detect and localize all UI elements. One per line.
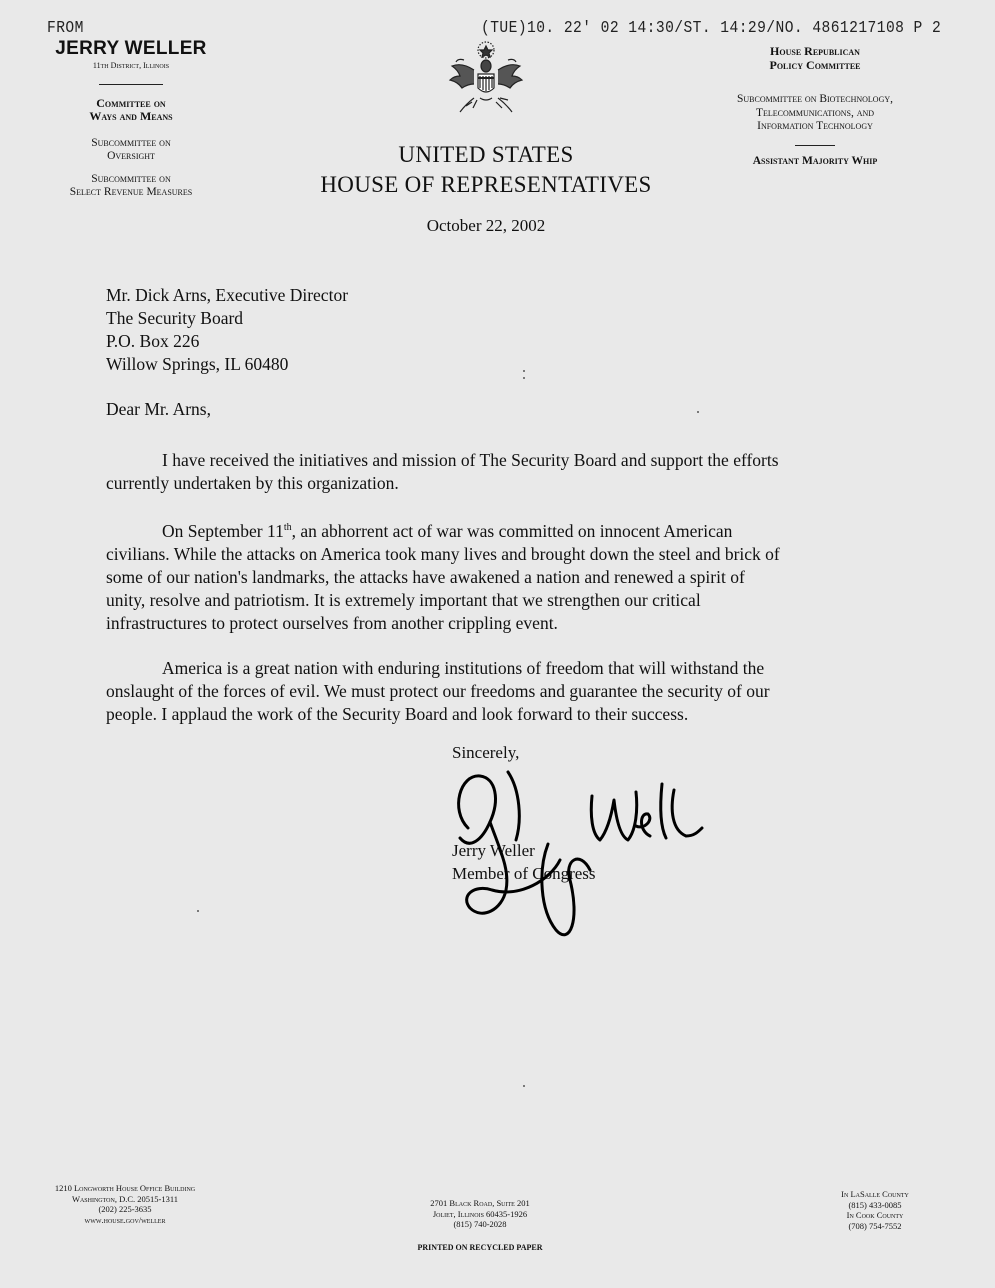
closing: Sincerely,	[452, 743, 520, 762]
paragraph-2: On September 11th, an abhorrent act of war was committed on innocent American civilians. While the attacks on America took many lives and brought down the steel and brick of some of our nation's landmarks, the attacks have awakened a nation and renewed a spirit of unity, resolve and patriotism. It is extremely important that we strengthen our critical infrastructures to protect ourselves from another crippling event.	[106, 520, 780, 633]
assistant-majority-whip: Assistant Majority Whip	[752, 154, 878, 167]
paragraph-1: I have received the initiatives and mission of The Security Board and support the efforts currently undertaken by this organization.	[106, 450, 779, 493]
subcommittee-biotech: Subcommittee on Biotechnology, Telecommunications, and Information Technology	[736, 93, 893, 132]
scan-speck	[197, 910, 199, 912]
subcommittee-select-revenue: Subcommittee on Select Revenue Measures	[69, 173, 193, 198]
handwritten-signature	[430, 760, 720, 960]
footer-dc-office: 1210 Longworth House Office Building Washington, D.C. 20515-1311 (202) 225-3635 www.house.gov/weller	[54, 1183, 196, 1225]
policy-committee: House Republican Policy Committee	[769, 44, 861, 72]
divider	[99, 84, 163, 85]
right-committees	[690, 44, 940, 167]
divider	[795, 145, 835, 146]
letter-date: October 22, 2002	[426, 216, 546, 235]
committee-ways-and-means: Committee on Ways and Means	[89, 96, 173, 123]
subcommittee-oversight: Subcommittee on Oversight	[91, 137, 171, 162]
letterhead-title: UNITED STATES HOUSE OF REPRESENTATIVES	[320, 142, 652, 197]
recycled-paper-notice: PRINTED ON RECYCLED PAPER	[417, 1243, 543, 1252]
signature-block: Jerry Weller Member of Congress	[452, 841, 596, 883]
member-district: 11th District, Illinois	[92, 61, 170, 70]
fax-from-label: FROM	[47, 19, 84, 38]
scan-speck	[523, 1085, 525, 1087]
scan-speck	[523, 370, 525, 372]
fax-header-line: (TUE)10. 22' 02 14:30/ST. 14:29/NO. 4861217108 P 2	[481, 19, 942, 38]
footer-county-offices: In LaSalle County (815) 433-0085 In Cook County (708) 754-7552	[841, 1189, 909, 1231]
member-info	[40, 38, 222, 199]
eagle-seal-icon	[444, 40, 528, 122]
salutation: Dear Mr. Arns,	[106, 399, 211, 419]
scan-speck	[697, 411, 699, 413]
paragraph-3: America is a great nation with enduring institutions of freedom that will withstand the onslaught of the forces of evil. We must protect our freedoms and guarantee the security of our people. I applaud the work of the Security Board and look forward to their success.	[106, 658, 770, 724]
member-name: JERRY WELLER	[55, 38, 207, 59]
footer-joliet-office: 2701 Black Road, Suite 201 Joliet, Illinois 60435-1926 (815) 740-2028	[430, 1198, 530, 1229]
scan-speck	[523, 377, 525, 379]
recipient-address: Mr. Dick Arns, Executive Director The Security Board P.O. Box 226 Willow Springs, IL 60480	[106, 285, 349, 374]
